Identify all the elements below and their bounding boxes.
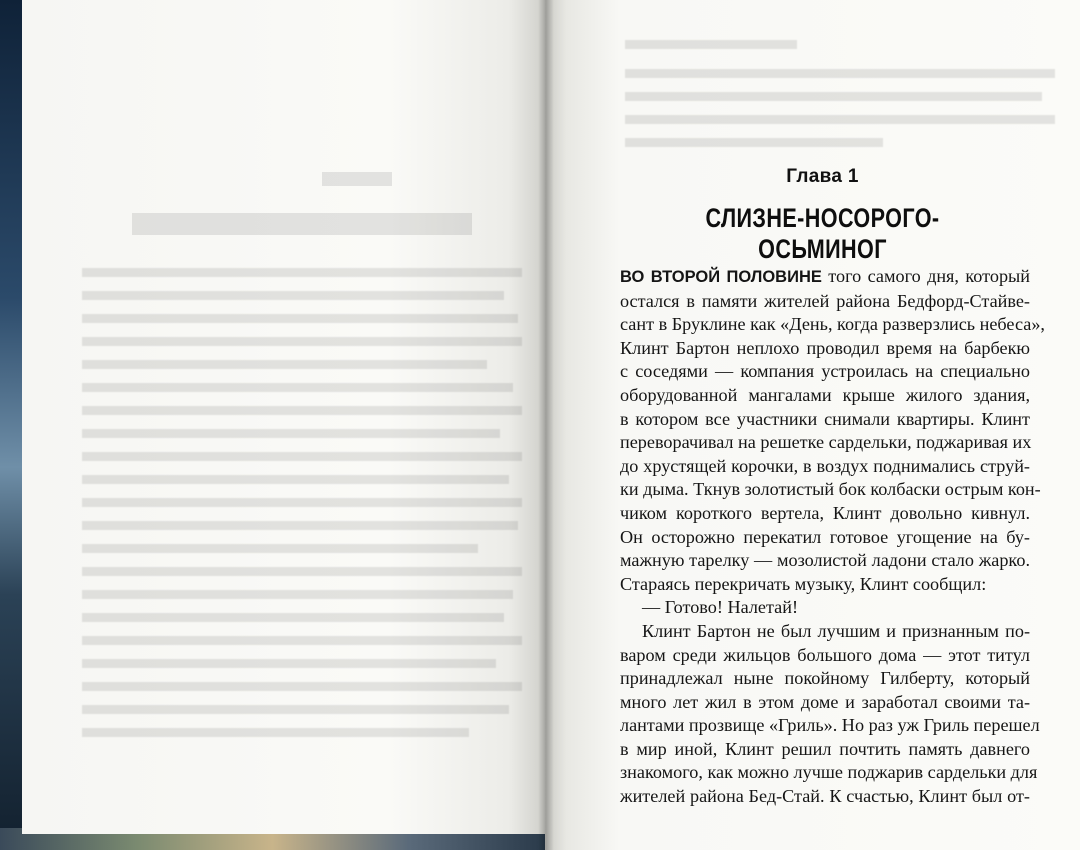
bleed-through-text — [82, 268, 522, 751]
text-line: ВО ВТОРОЙ ПОЛОВИНЕ того самого дня, который — [620, 266, 1030, 286]
text-line: переворачивал на решетке сардельки, поджаривая их — [620, 432, 1032, 453]
bleed-through-title — [132, 213, 472, 235]
text-line: много лет жил в этом доме и заработал своими та- — [620, 691, 1030, 712]
bleed-through-top-text — [625, 40, 1055, 161]
page-gutter — [538, 0, 554, 850]
text-line: ки дыма. Ткнув золотистый бок колбаски острым кон- — [620, 479, 1041, 500]
lead-in-text: ВО ВТОРОЙ ПОЛОВИНЕ — [620, 268, 822, 286]
text-line: варом среди жильцов большого дома — этот титул — [620, 644, 1030, 665]
text-line: знакомого, как можно лучше поджарив сардельки для — [620, 762, 1038, 783]
text-line: в мир иной, Клинт решил почтить память давнего — [620, 738, 1030, 759]
text-line: Он осторожно перекатил готовое угощение на бу- — [620, 526, 1030, 547]
text-line: Стараясь перекричать музыку, Клинт сообщил: — [620, 573, 987, 594]
text-line: Клинт Бартон не был лучшим и признанным по- — [642, 620, 1030, 641]
text-line: в котором все участники снимали квартиры. Клинт — [620, 408, 1030, 429]
text-line: лантами прозвище «Гриль». Но раз уж Гриль перешел — [620, 715, 1040, 736]
bleed-through-heading — [322, 172, 392, 186]
text-line: принадлежал ныне покойному Гилберту, который — [620, 668, 1030, 689]
chapter-label: Глава 1 — [786, 166, 859, 187]
chapter-title: СЛИЗНЕ-НОСОРОГО-ОСЬМИНОГ — [705, 203, 940, 264]
text-line: остался в памяти жителей района Бедфорд-Стайве- — [620, 290, 1030, 311]
chapter-body-text — [620, 265, 1045, 809]
dialogue-line: — Готово! Налетай! — [642, 597, 799, 618]
text-line: Клинт Бартон неплохо проводил время на барбекю — [620, 337, 1030, 358]
text-line: мажную тарелку — мозолистой ладони стало жарко. — [620, 550, 1030, 571]
text-line: чиком короткого вертела, Клинт довольно кивнул. — [620, 502, 1030, 523]
text-line: до хрустящей корочки, в воздух поднимались струй- — [620, 455, 1030, 476]
text-line: сант в Бруклине как «День, когда разверзлись небеса», — [620, 314, 1045, 335]
text-line: жителей района Бед-Стай. К счастью, Клинт был от- — [620, 786, 1030, 807]
text-line: оборудованной мангалами крыше жилого здания, — [620, 384, 1030, 405]
left-page — [22, 0, 545, 834]
text-line: с соседями — компания устроилась на специально — [620, 361, 1030, 382]
